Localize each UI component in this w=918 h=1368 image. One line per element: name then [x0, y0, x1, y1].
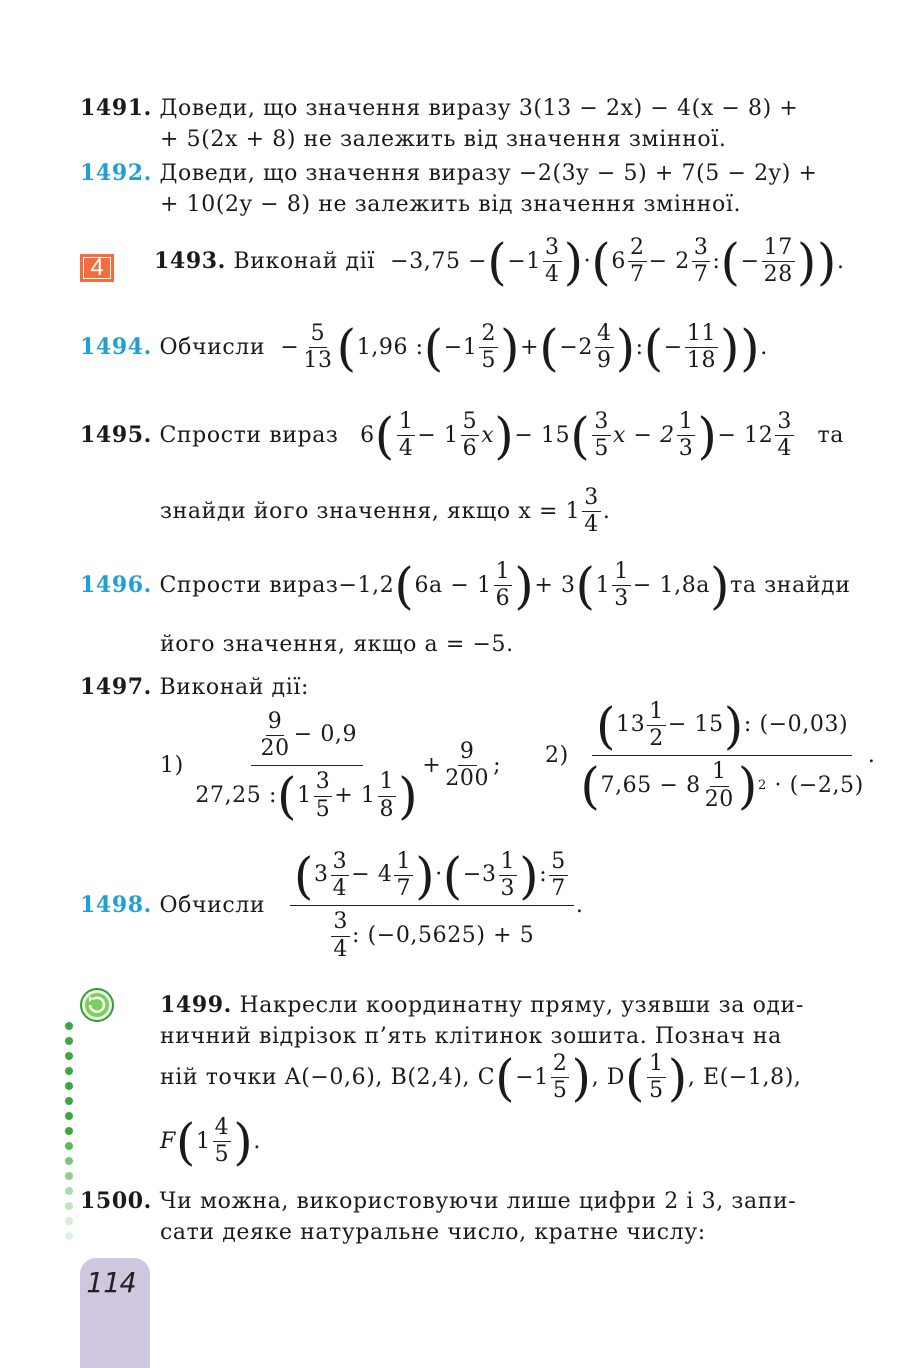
fraction: $\frac{1}{5}$	[649, 1051, 664, 1104]
exercise-number: 1500.	[80, 1188, 152, 1214]
exercise-1496-line2	[160, 629, 844, 660]
exercise-text: його значення, якщо a = −5.	[160, 632, 514, 657]
exercise-1499	[160, 990, 844, 1052]
fraction: $\frac{4}{5}$	[214, 1115, 230, 1168]
fraction: $\frac{2}{5}$	[481, 321, 497, 374]
fraction: $\frac{3}{4}$	[584, 485, 599, 538]
exercise-1495: 1495. Спрости вираз 6 ( $\frac{1}{4}$ − 1 $\frac{5}{6}$ x ) − 15 ( $\frac{3}{5}$ x − 2 $\frac{1}{3}$ ) − 12 $\frac{3}{4}$ та	[80, 406, 844, 465]
exercise-1498: 1498. Обчисли ( 3 $\frac{3}{4}$ − 4 $\frac{1}{7}$ ) · ( −3 $\frac{1}{3}$ ) : $\frac{5}{7}$ $\frac{3}{4}$ : (−0,5625) + 5 .	[80, 846, 584, 962]
fraction: $\frac{2}{7}$	[629, 235, 645, 288]
expr: :	[712, 249, 721, 275]
fraction: $\frac{4}{9}$	[596, 321, 612, 374]
exercise-text: Виконай дії	[233, 249, 375, 275]
exercise-text: Обчисли	[159, 893, 266, 919]
fraction: $\frac{3}{4}$	[777, 409, 792, 462]
exercise-text: + 5(2x + 8) не залежить від значення змінної.	[160, 127, 727, 152]
exercise-1497-part1: 1) $\frac{9}{20}$ − 0,9 27,25 : ( 1 $\frac{3}{5}$ + 1 $\frac{1}{8}$ ) + $\frac{9}{200}$ ;	[160, 709, 502, 826]
exercise-1493: 1493. Виконай дії −3,75 − ( −1 $\frac{3}{4}$ ) · ( 6 $\frac{2}{7}$ − 2 $\frac{3}{7}$ : ( − $\frac{17}{28}$ )) .	[154, 232, 845, 291]
expr: 6	[611, 249, 626, 275]
exercise-1491	[80, 93, 844, 155]
fraction: $\frac{5}{13}$	[303, 321, 333, 374]
exercise-1496: 1496. Спрости вираз −1,2 ( 6a − 1 $\frac{1}{6}$ ) + 3 ( 1 $\frac{1}{3}$ − 1,8a ) та знайди	[80, 556, 851, 615]
exercise-number: 1499.	[160, 992, 232, 1018]
expr: ·	[583, 249, 592, 275]
expr: − 2	[648, 249, 690, 275]
exercise-text: Виконай дії:	[159, 675, 309, 700]
exercise-number: 1497.	[80, 674, 152, 700]
exercise-text: Чи можна, використовуючи лише цифри 2 і 3, запи-	[159, 1189, 797, 1214]
fraction: $\frac{9}{20}$ − 0,9 27,25 : ( 1 $\frac{3}{5}$ + 1 $\frac{1}{8}$ )	[195, 709, 419, 826]
fraction: $\frac{1}{6}$	[495, 559, 511, 612]
expr: −1	[507, 249, 541, 275]
fraction: $\frac{2}{5}$	[552, 1051, 568, 1104]
expr: −3,75 −	[390, 249, 488, 275]
decorative-dots	[65, 1022, 73, 1247]
fraction: $\frac{9}{200}$	[445, 739, 490, 792]
fraction: $\frac{3}{5}$	[594, 409, 609, 462]
level-4-badge: 4	[80, 254, 114, 282]
exercise-text: + 10(2y − 8) не залежить від значення змінної.	[160, 192, 742, 217]
exercise-1492	[80, 158, 844, 220]
fraction: $\frac{3}{7}$	[693, 235, 709, 288]
exercise-number: 1498.	[80, 892, 152, 919]
repeat-icon	[80, 988, 114, 1022]
exercise-1499-line3: ній точки A(−0,6), B(2,4), C ( −1 $\frac{2}{5}$ ) , D ( $\frac{1}{5}$ ) , E(−1,8),	[160, 1048, 802, 1107]
exercise-text: ничний відрізок п’ять клітинок зошита. Познач на	[160, 1024, 782, 1049]
exercise-text: сати деяке натуральне число, кратне числу:	[160, 1220, 706, 1245]
fraction: $\frac{1}{4}$	[398, 409, 414, 462]
exercise-text: знайди його значення, якщо x = 1	[160, 499, 581, 525]
exercise-1495-line2: знайди його значення, якщо x = 1 $\frac{3}{4}$ .	[160, 485, 611, 538]
fraction: $\frac{17}{28}$	[763, 235, 793, 288]
fraction: $\frac{5}{6}$	[462, 409, 478, 462]
exercise-number: 1494.	[80, 334, 152, 361]
fraction: ( 13 $\frac{1}{2}$ − 15 ) : (−0,03) ( 7,65 − 8 $\frac{1}{20}$ ) 2 · (−2,5)	[580, 696, 864, 816]
fraction: $\frac{1}{3}$	[614, 559, 629, 612]
exercise-1497-part2: 2) ( 13 $\frac{1}{2}$ − 15 ) : (−0,03) ( 7,65 − 8 $\frac{1}{20}$ ) 2 · (−2,5) .	[545, 696, 876, 816]
exercise-1500	[80, 1186, 844, 1248]
exercise-1494: 1494. Обчисли − $\frac{5}{13}$ ( 1,96 : ( −1 $\frac{2}{5}$ ) + ( −2 $\frac{4}{9}$ ) : ( − $\frac{11}{18}$ )) .	[80, 318, 768, 377]
fraction: $\frac{11}{18}$	[686, 321, 717, 374]
exercise-text: Доведи, що значення виразу 3(13 − 2x) − 4(x − 8) +	[159, 96, 799, 121]
expr: −	[740, 249, 760, 275]
exercise-1499-line4: F ( 1 $\frac{4}{5}$ ) .	[160, 1112, 261, 1171]
exercise-number: 1492.	[80, 160, 152, 186]
fraction: $\frac{3}{4}$	[544, 235, 560, 288]
page-number: 114	[86, 1266, 137, 1299]
exercise-number: 1496.	[80, 572, 152, 599]
fraction: $\frac{1}{3}$	[678, 409, 694, 462]
exercise-number: 1495.	[80, 422, 152, 449]
exercise-text: Спрости вираз	[159, 573, 339, 599]
exercise-text: Обчисли	[159, 335, 266, 361]
exercise-number: 1493.	[154, 248, 226, 275]
exercise-text: Накресли координатну пряму, узявши за оди-	[239, 993, 804, 1018]
exercise-text: Спрости вираз	[159, 423, 339, 449]
exercise-text: Доведи, що значення виразу −2(3y − 5) + 7(5 − 2y) +	[159, 161, 818, 186]
exercise-number: 1491.	[80, 95, 152, 121]
fraction: ( 3 $\frac{3}{4}$ − 4 $\frac{1}{7}$ ) · ( −3 $\frac{1}{3}$ ) : $\frac{5}{7}$ $\frac{3}{4}$ : (−0,5625) + 5	[290, 850, 574, 962]
